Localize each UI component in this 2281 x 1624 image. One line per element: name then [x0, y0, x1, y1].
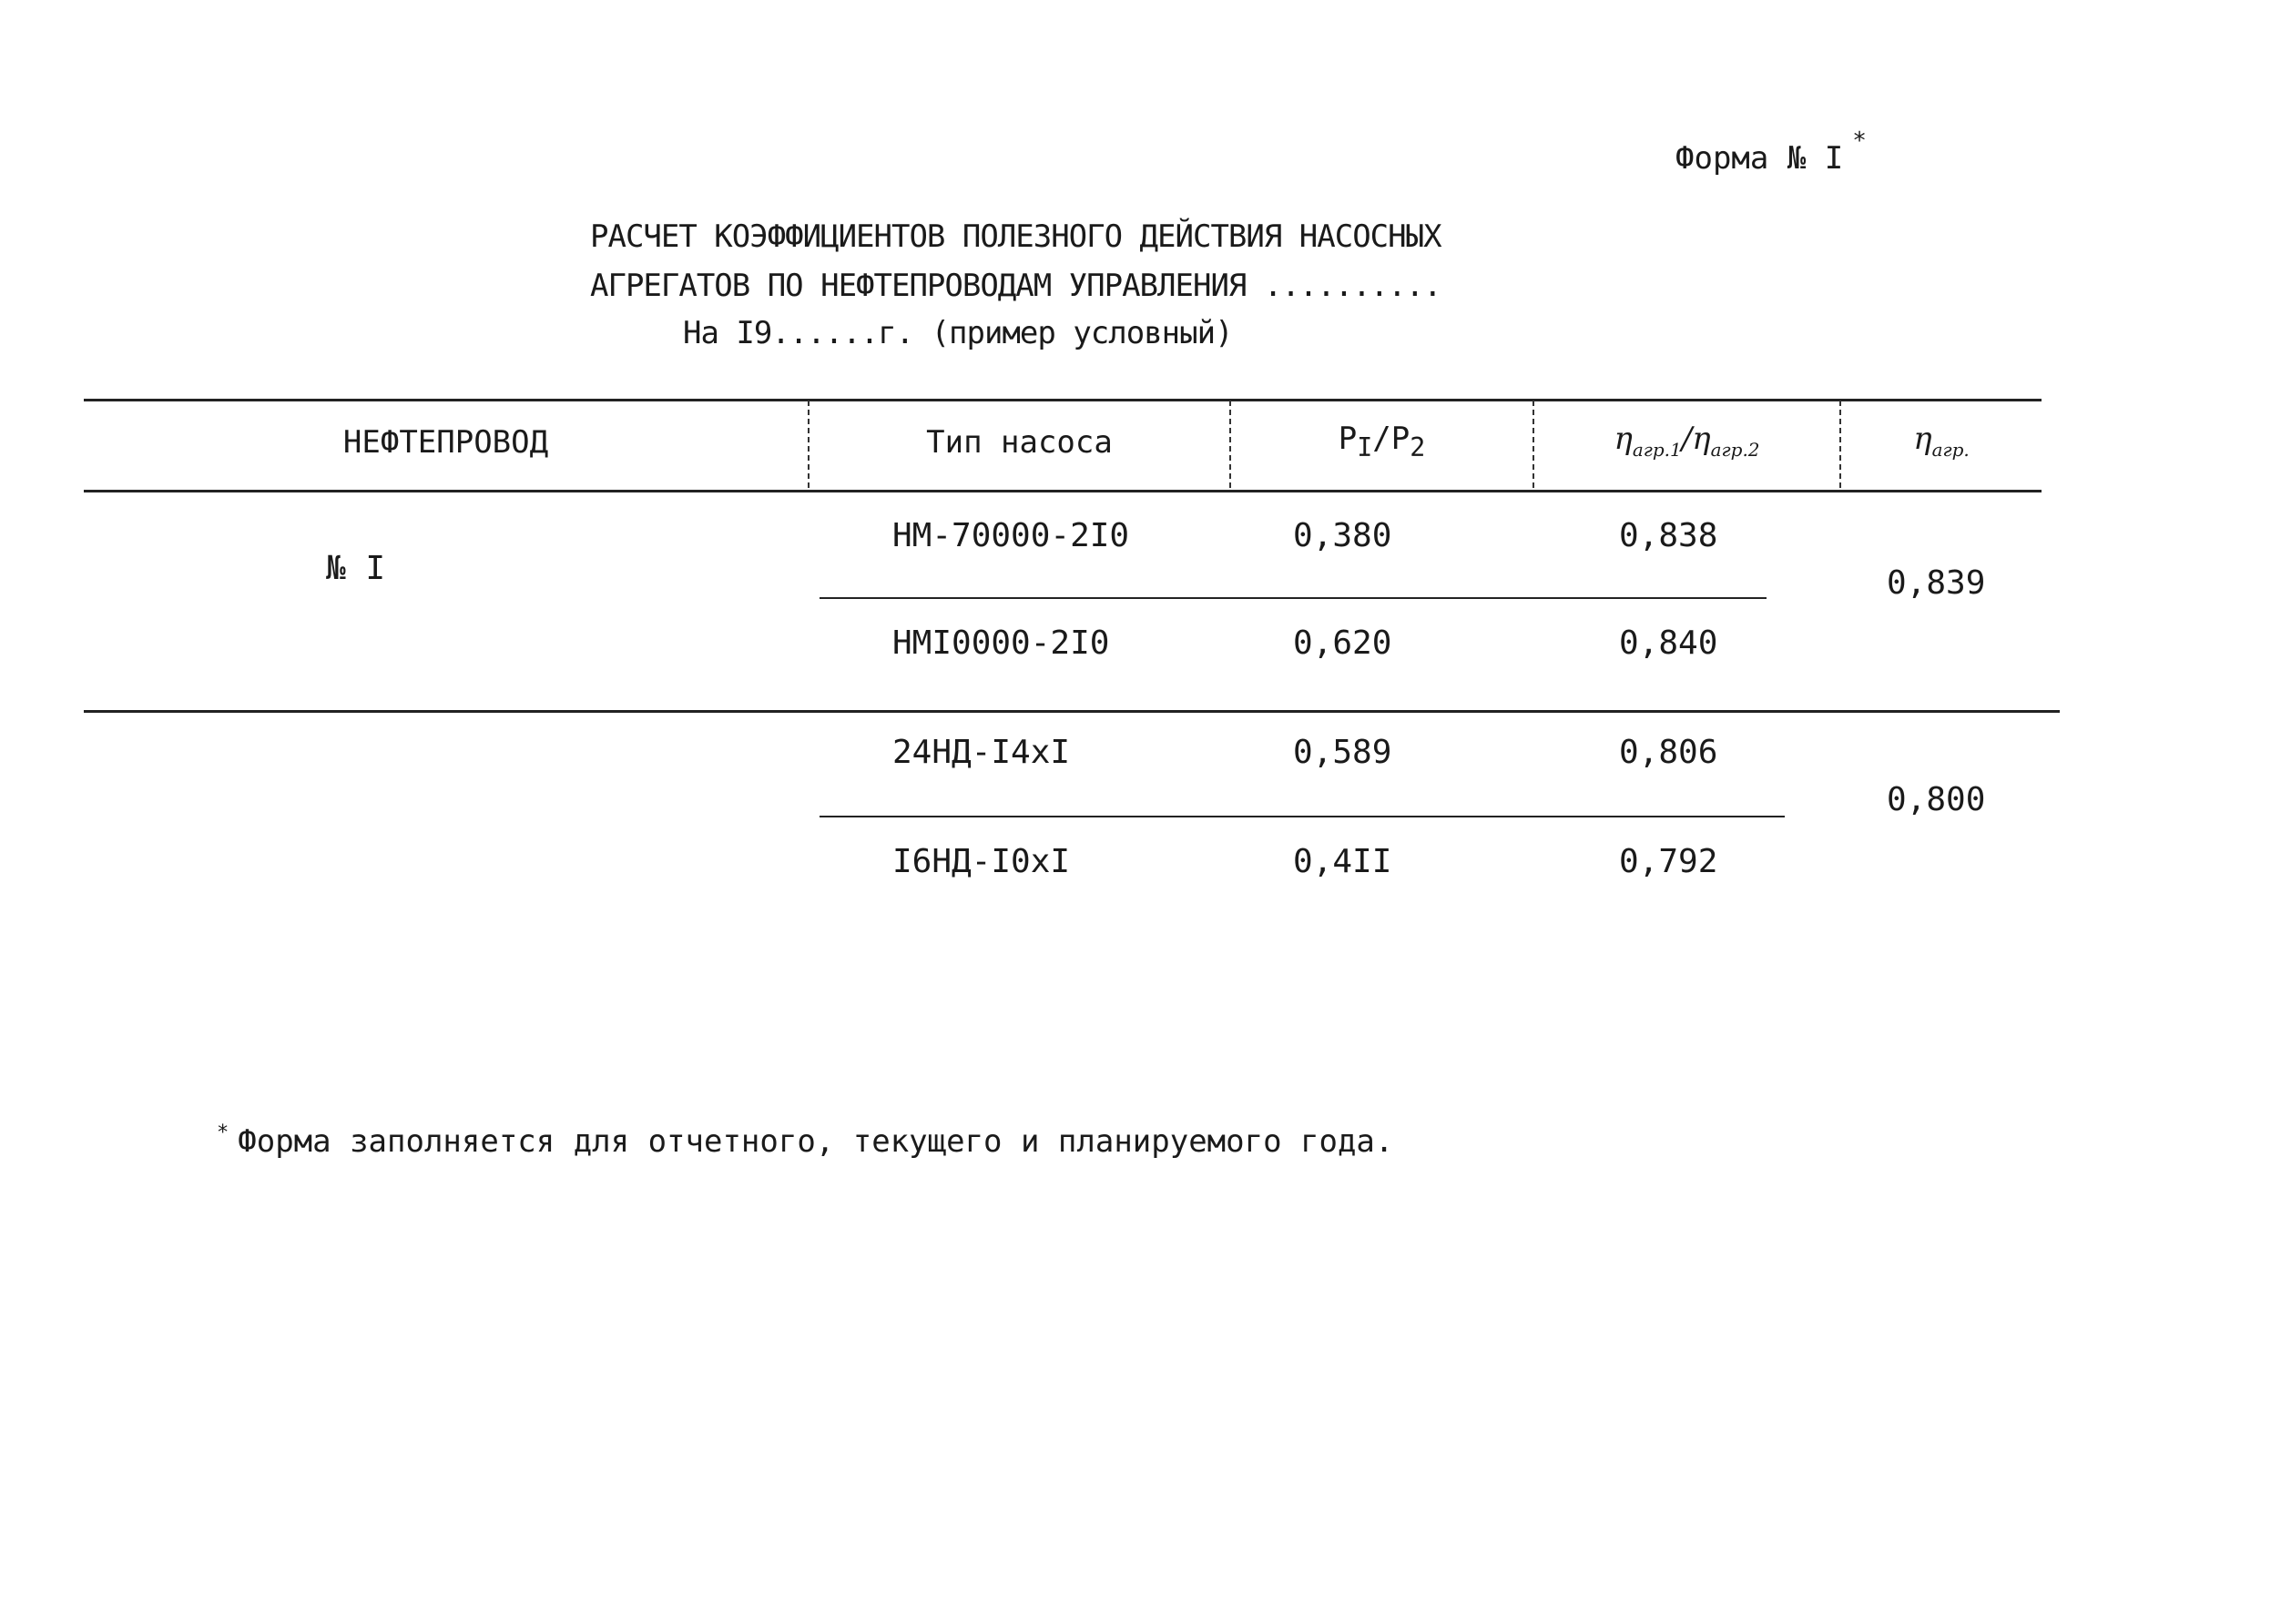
table-top-rule	[84, 399, 2042, 401]
group1-pipeline: № I	[326, 550, 386, 587]
table-row-1-pump: НМ-70000-2I0	[892, 517, 1130, 554]
table-header-rule	[84, 490, 2042, 492]
table-row-1-efficiency: 0,838	[1619, 517, 1718, 554]
table-row-3-pressure-ratio: 0,589	[1293, 734, 1392, 771]
table-row-1-pressure-ratio: 0,380	[1293, 517, 1392, 554]
footnote-mark: *	[217, 1122, 229, 1144]
document-title-line-3: На I9......г. (пример условный)	[683, 315, 1233, 351]
group2-row-divider	[820, 816, 1785, 817]
group1-aggregate-efficiency: 0,839	[1887, 564, 1986, 602]
group1-row-divider	[820, 597, 1767, 599]
footnote	[217, 1122, 1393, 1160]
group-divider-rule	[84, 710, 2060, 713]
table-row-3-pump: 24НД-I4хI	[892, 734, 1071, 771]
table-row-2-pump: НМI0000-2I0	[892, 624, 1110, 662]
document-title-line-2: АГРЕГАТОВ ПО НЕФТЕПРОВОДАМ УПРАВЛЕНИЯ ..........	[590, 268, 1441, 304]
document-title-line-1: РАСЧЕТ КОЭФФИЦИЕНТОВ ПОЛЕЗНОГО ДЕЙСТВИЯ НАСОСНЫХ	[590, 218, 1441, 255]
table-row-4-efficiency: 0,792	[1619, 843, 1718, 880]
footnote-text: Форма заполняется для отчетного, текущего и планируемого года.	[238, 1123, 1394, 1160]
form-number-label: Форма № I	[1675, 140, 1844, 177]
header-pipeline: НЕФТЕПРОВОД	[342, 424, 549, 461]
form-number	[1675, 127, 1867, 177]
table-row-2-pressure-ratio: 0,620	[1293, 624, 1392, 662]
table-row-3-efficiency: 0,806	[1619, 734, 1718, 771]
table-row-2-efficiency: 0,840	[1619, 624, 1718, 662]
group2-aggregate-efficiency: 0,800	[1887, 781, 1986, 818]
header-pressure-ratio: $P_I/P_2$	[1338, 421, 1426, 462]
table-row-4-pressure-ratio: 0,4II	[1293, 843, 1392, 880]
header-efficiency-pair: $\eta_{агр.1}/\eta_{агр.2}$	[1614, 421, 1760, 461]
table-row-4-pump: I6НД-I0хI	[892, 843, 1071, 880]
header-efficiency-aggregate: $\eta_{агр.}$	[1913, 421, 1970, 461]
header-pump-type: Тип насоса	[926, 424, 1113, 461]
form-number-footnote-mark: *	[1852, 127, 1867, 155]
